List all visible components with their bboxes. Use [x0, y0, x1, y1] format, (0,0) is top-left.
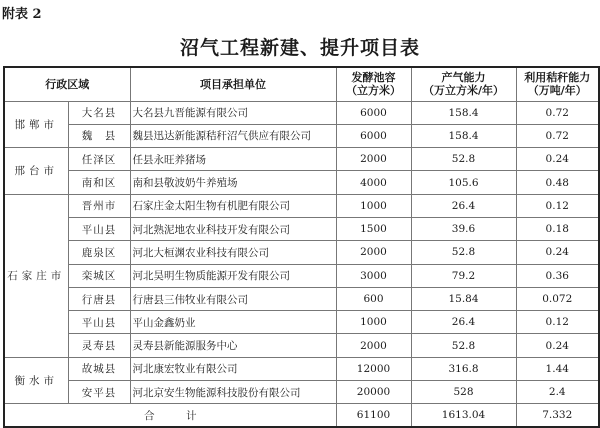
- region-cell: 邯郸市: [4, 101, 68, 148]
- volume-cell: 12000: [336, 357, 411, 380]
- header-region: 行政区域: [4, 67, 130, 101]
- header-row: [4, 67, 599, 101]
- total-gas: 1613.04: [411, 404, 516, 427]
- table-row: [4, 241, 599, 264]
- county-cell: 故城县: [68, 357, 130, 380]
- header-straw: [516, 67, 599, 101]
- gas-cell: 15.84: [411, 287, 516, 310]
- volume-cell: 6000: [336, 124, 411, 147]
- volume-cell: 2000: [336, 334, 411, 357]
- unit-cell: 魏县迅达新能源秸秆沼气供应有限公司: [130, 124, 336, 147]
- gas-cell: 52.8: [411, 148, 516, 171]
- table-row: [4, 217, 599, 240]
- header-volume: [336, 67, 411, 101]
- straw-cell: 0.12: [516, 194, 599, 217]
- gas-cell: 158.4: [411, 101, 516, 124]
- header-straw-line1: 利用秸秆能力: [524, 71, 591, 85]
- gas-cell: 26.4: [411, 194, 516, 217]
- unit-cell: 南和县敬波奶牛养殖场: [130, 171, 336, 194]
- region-cell: 衡水市: [4, 357, 68, 404]
- gas-cell: 39.6: [411, 217, 516, 240]
- volume-cell: 3000: [336, 264, 411, 287]
- straw-cell: 0.36: [516, 264, 599, 287]
- gas-cell: 105.6: [411, 171, 516, 194]
- region-cell: 邢台市: [4, 148, 68, 195]
- unit-cell: 河北大桓渊农业科技有限公司: [130, 241, 336, 264]
- unit-cell: 大名县九晋能源有限公司: [130, 101, 336, 124]
- unit-cell: 河北熟泥地农业科技开发有限公司: [130, 217, 336, 240]
- header-straw-line2: （万吨/年）: [527, 84, 587, 98]
- table-row: [4, 101, 599, 124]
- region-cell: 石家庄市: [4, 194, 68, 357]
- unit-cell: 河北京安生物能源科技股份有限公司: [130, 381, 336, 404]
- straw-cell: 0.24: [516, 241, 599, 264]
- header-unit: 项目承担单位: [130, 67, 336, 101]
- total-volume: 61100: [336, 404, 411, 427]
- volume-cell: 4000: [336, 171, 411, 194]
- total-straw: 7.332: [516, 404, 599, 427]
- unit-cell: 平山金鑫奶业: [130, 311, 336, 334]
- header-gas-line1: 产气能力: [441, 71, 486, 85]
- straw-cell: 0.24: [516, 334, 599, 357]
- projects-table: [3, 66, 600, 428]
- table-title: 沼气工程新建、提升项目表: [179, 37, 420, 59]
- table-body: [4, 101, 599, 427]
- unit-cell: 任县永旺养猪场: [130, 148, 336, 171]
- gas-cell: 52.8: [411, 241, 516, 264]
- county-cell: 任泽区: [68, 148, 130, 171]
- table-row: [4, 148, 599, 171]
- table-row: [4, 334, 599, 357]
- unit-cell: 石家庄金太阳生物有机肥有限公司: [130, 194, 336, 217]
- straw-cell: 0.24: [516, 148, 599, 171]
- volume-cell: 20000: [336, 381, 411, 404]
- table-row: [4, 311, 599, 334]
- gas-cell: 158.4: [411, 124, 516, 147]
- gas-cell: 528: [411, 381, 516, 404]
- total-label: 合 计: [4, 404, 336, 427]
- straw-cell: 0.72: [516, 124, 599, 147]
- county-cell: 灵寿县: [68, 334, 130, 357]
- volume-cell: 2000: [336, 148, 411, 171]
- table-row: [4, 381, 599, 404]
- straw-cell: 1.44: [516, 357, 599, 380]
- straw-cell: 0.072: [516, 287, 599, 310]
- straw-cell: 2.4: [516, 381, 599, 404]
- county-cell: 魏 县: [68, 124, 130, 147]
- volume-cell: 6000: [336, 101, 411, 124]
- unit-cell: 河北昊明生物质能源开发有限公司: [130, 264, 336, 287]
- straw-cell: 0.18: [516, 217, 599, 240]
- county-cell: 安平县: [68, 381, 130, 404]
- table-row: [4, 264, 599, 287]
- county-cell: 大名县: [68, 101, 130, 124]
- table-row: [4, 171, 599, 194]
- unit-cell: 灵寿县新能源服务中心: [130, 334, 336, 357]
- volume-cell: 1500: [336, 217, 411, 240]
- annex-label: 附表 2: [2, 7, 42, 22]
- county-cell: 栾城区: [68, 264, 130, 287]
- table-row: [4, 357, 599, 380]
- volume-cell: 600: [336, 287, 411, 310]
- header-volume-line1: 发酵池容: [351, 71, 396, 85]
- unit-cell: 河北康宏牧业有限公司: [130, 357, 336, 380]
- volume-cell: 1000: [336, 311, 411, 334]
- county-cell: 平山县: [68, 217, 130, 240]
- header-gas-line2: （万立方米/年）: [422, 84, 505, 98]
- county-cell: 南和区: [68, 171, 130, 194]
- volume-cell: 2000: [336, 241, 411, 264]
- gas-cell: 79.2: [411, 264, 516, 287]
- straw-cell: 0.12: [516, 311, 599, 334]
- table-row: [4, 287, 599, 310]
- volume-cell: 1000: [336, 194, 411, 217]
- gas-cell: 316.8: [411, 357, 516, 380]
- straw-cell: 0.48: [516, 171, 599, 194]
- county-cell: 晋州市: [68, 194, 130, 217]
- header-volume-line2: （立方米）: [346, 84, 401, 98]
- table-row: [4, 194, 599, 217]
- header-gas: [411, 67, 516, 101]
- straw-cell: 0.72: [516, 101, 599, 124]
- unit-cell: 行唐县三伟牧业有限公司: [130, 287, 336, 310]
- county-cell: 平山县: [68, 311, 130, 334]
- county-cell: 鹿泉区: [68, 241, 130, 264]
- table-row: [4, 124, 599, 147]
- county-cell: 行唐县: [68, 287, 130, 310]
- gas-cell: 52.8: [411, 334, 516, 357]
- gas-cell: 26.4: [411, 311, 516, 334]
